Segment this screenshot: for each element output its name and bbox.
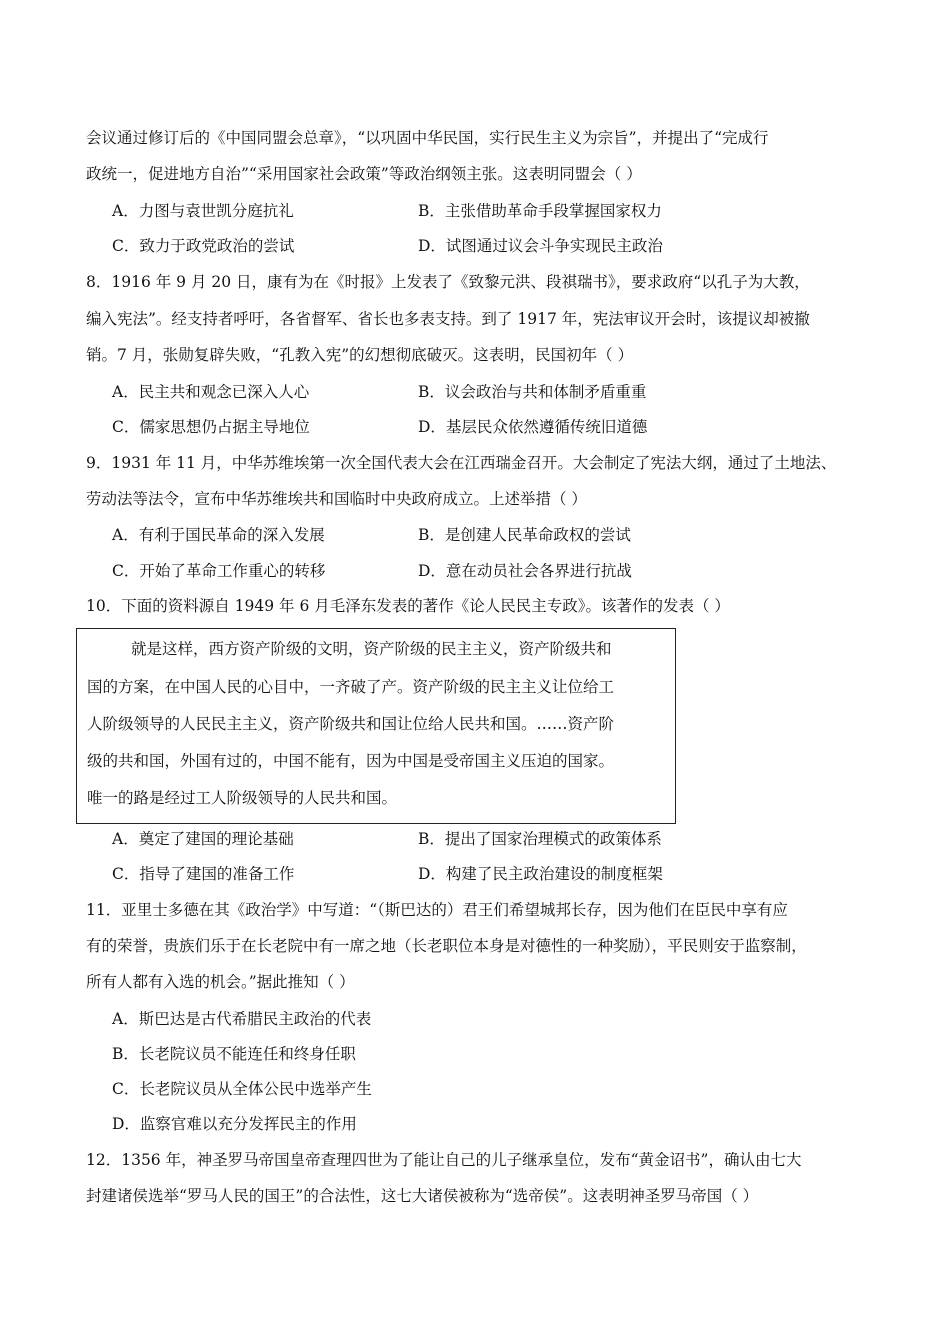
q8-stem-line: 8．1916 年 9 月 20 日，康有为在《时报》上发表了《致黎元洪、段祺瑞书》，要求政府“以孔子为大教， <box>86 273 810 291</box>
q10-option-b[interactable]: B．提出了国家治理模式的政策体系 <box>418 830 662 848</box>
q8-stem-line: 编入宪法”。经支持者呼吁，各省督军、省长也多表支持。到了 1917 年，宪法审议开会时，该提议却被撤 <box>86 310 810 328</box>
q7-option-d[interactable]: D．试图通过议会斗争实现民主政治 <box>418 237 663 255</box>
q7-option-a[interactable]: A．力图与袁世凯分庭抗礼 <box>112 202 294 220</box>
q9-stem-line: 9．1931 年 11 月，中华苏维埃第一次全国代表大会在江西瑞金召开。大会制定了宪法大纲，通过了土地法、 <box>86 454 837 472</box>
q10-option-c[interactable]: C．指导了建国的准备工作 <box>112 865 295 883</box>
q8-option-c[interactable]: C．儒家思想仍占据主导地位 <box>112 418 310 436</box>
q7-option-b[interactable]: B．主张借助革命手段掌握国家权力 <box>418 202 662 220</box>
q9-option-a[interactable]: A．有利于国民革命的深入发展 <box>112 526 325 544</box>
q11-stem-line: 有的荣誉，贵族们乐于在长老院中有一席之地（长老职位本身是对德性的一种奖励），平民则安于监察制， <box>86 937 807 955</box>
q11-stem-line: 11．亚里士多德在其《政治学》中写道：“（斯巴达的）君王们希望城邦长存，因为他们在臣民中享有应 <box>86 901 788 919</box>
passage-line: 人阶级领导的人民民主主义，资产阶级共和国让位给人民共和国。……资产阶 <box>87 715 615 733</box>
passage-line: 就是这样，西方资产阶级的文明，资产阶级的民主主义，资产阶级共和 <box>131 640 612 658</box>
q10-option-a[interactable]: A．奠定了建国的理论基础 <box>112 830 294 848</box>
q7-stem-line: 会议通过修订后的《中国同盟会总章》，“以巩固中华民国，实行民生主义为宗旨”，并提出了“完成行 <box>86 129 769 147</box>
q8-option-d[interactable]: D．基层民众依然遵循传统旧道德 <box>418 418 648 436</box>
q12-stem-line: 封建诸侯选举“罗马人民的国王”的合法性，这七大诸侯被称为“选帝侯”。这表明神圣罗马帝国（ ） <box>86 1187 759 1205</box>
q10-stem-line: 10．下面的资料源自 1949 年 6 月毛泽东发表的著作《论人民民主专政》。该著作的发表（ ） <box>86 597 730 615</box>
q9-option-d[interactable]: D．意在动员社会各界进行抗战 <box>418 562 632 580</box>
q11-stem-line: 所有人都有入选的机会。”据此推知（ ） <box>86 973 355 991</box>
q7-stem-line: 政统一，促进地方自治”“采用国家社会政策”等政治纲领主张。这表明同盟会（ ） <box>86 165 642 183</box>
q11-option-c[interactable]: C．长老院议员从全体公民中选举产生 <box>112 1080 372 1098</box>
passage-line: 级的共和国，外国有过的，中国不能有，因为中国是受帝国主义压迫的国家。 <box>87 752 615 770</box>
passage-line: 唯一的路是经过工人阶级领导的人民共和国。 <box>87 789 398 807</box>
q8-stem-line: 销。7 月，张勋复辟失败，“孔教入宪”的幻想彻底破灭。这表明，民国初年（ ） <box>86 346 634 364</box>
q11-option-d[interactable]: D．监察官难以充分发挥民主的作用 <box>112 1115 357 1133</box>
q8-option-b[interactable]: B．议会政治与共和体制矛盾重重 <box>418 383 647 401</box>
q11-option-b[interactable]: B．长老院议员不能连任和终身任职 <box>112 1045 356 1063</box>
q9-option-b[interactable]: B．是创建人民革命政权的尝试 <box>418 526 631 544</box>
q9-stem-line: 劳动法等法令，宣布中华苏维埃共和国临时中央政府成立。上述举措（ ） <box>86 490 587 508</box>
q9-option-c[interactable]: C．开始了革命工作重心的转移 <box>112 562 326 580</box>
q8-option-a[interactable]: A．民主共和观念已深入人心 <box>112 383 310 401</box>
q12-stem-line: 12．1356 年，神圣罗马帝国皇帝查理四世为了能让自己的儿子继承皇位，发布“黄金诏书”，确认由七大 <box>86 1151 802 1169</box>
passage-line: 国的方案，在中国人民的心目中，一齐破了产。资产阶级的民主主义让位给工 <box>87 678 615 696</box>
q11-option-a[interactable]: A．斯巴达是古代希腊民主政治的代表 <box>112 1010 372 1028</box>
q10-passage-box <box>76 628 676 824</box>
q10-option-d[interactable]: D．构建了民主政治建设的制度框架 <box>418 865 663 883</box>
q7-option-c[interactable]: C．致力于政党政治的尝试 <box>112 237 295 255</box>
